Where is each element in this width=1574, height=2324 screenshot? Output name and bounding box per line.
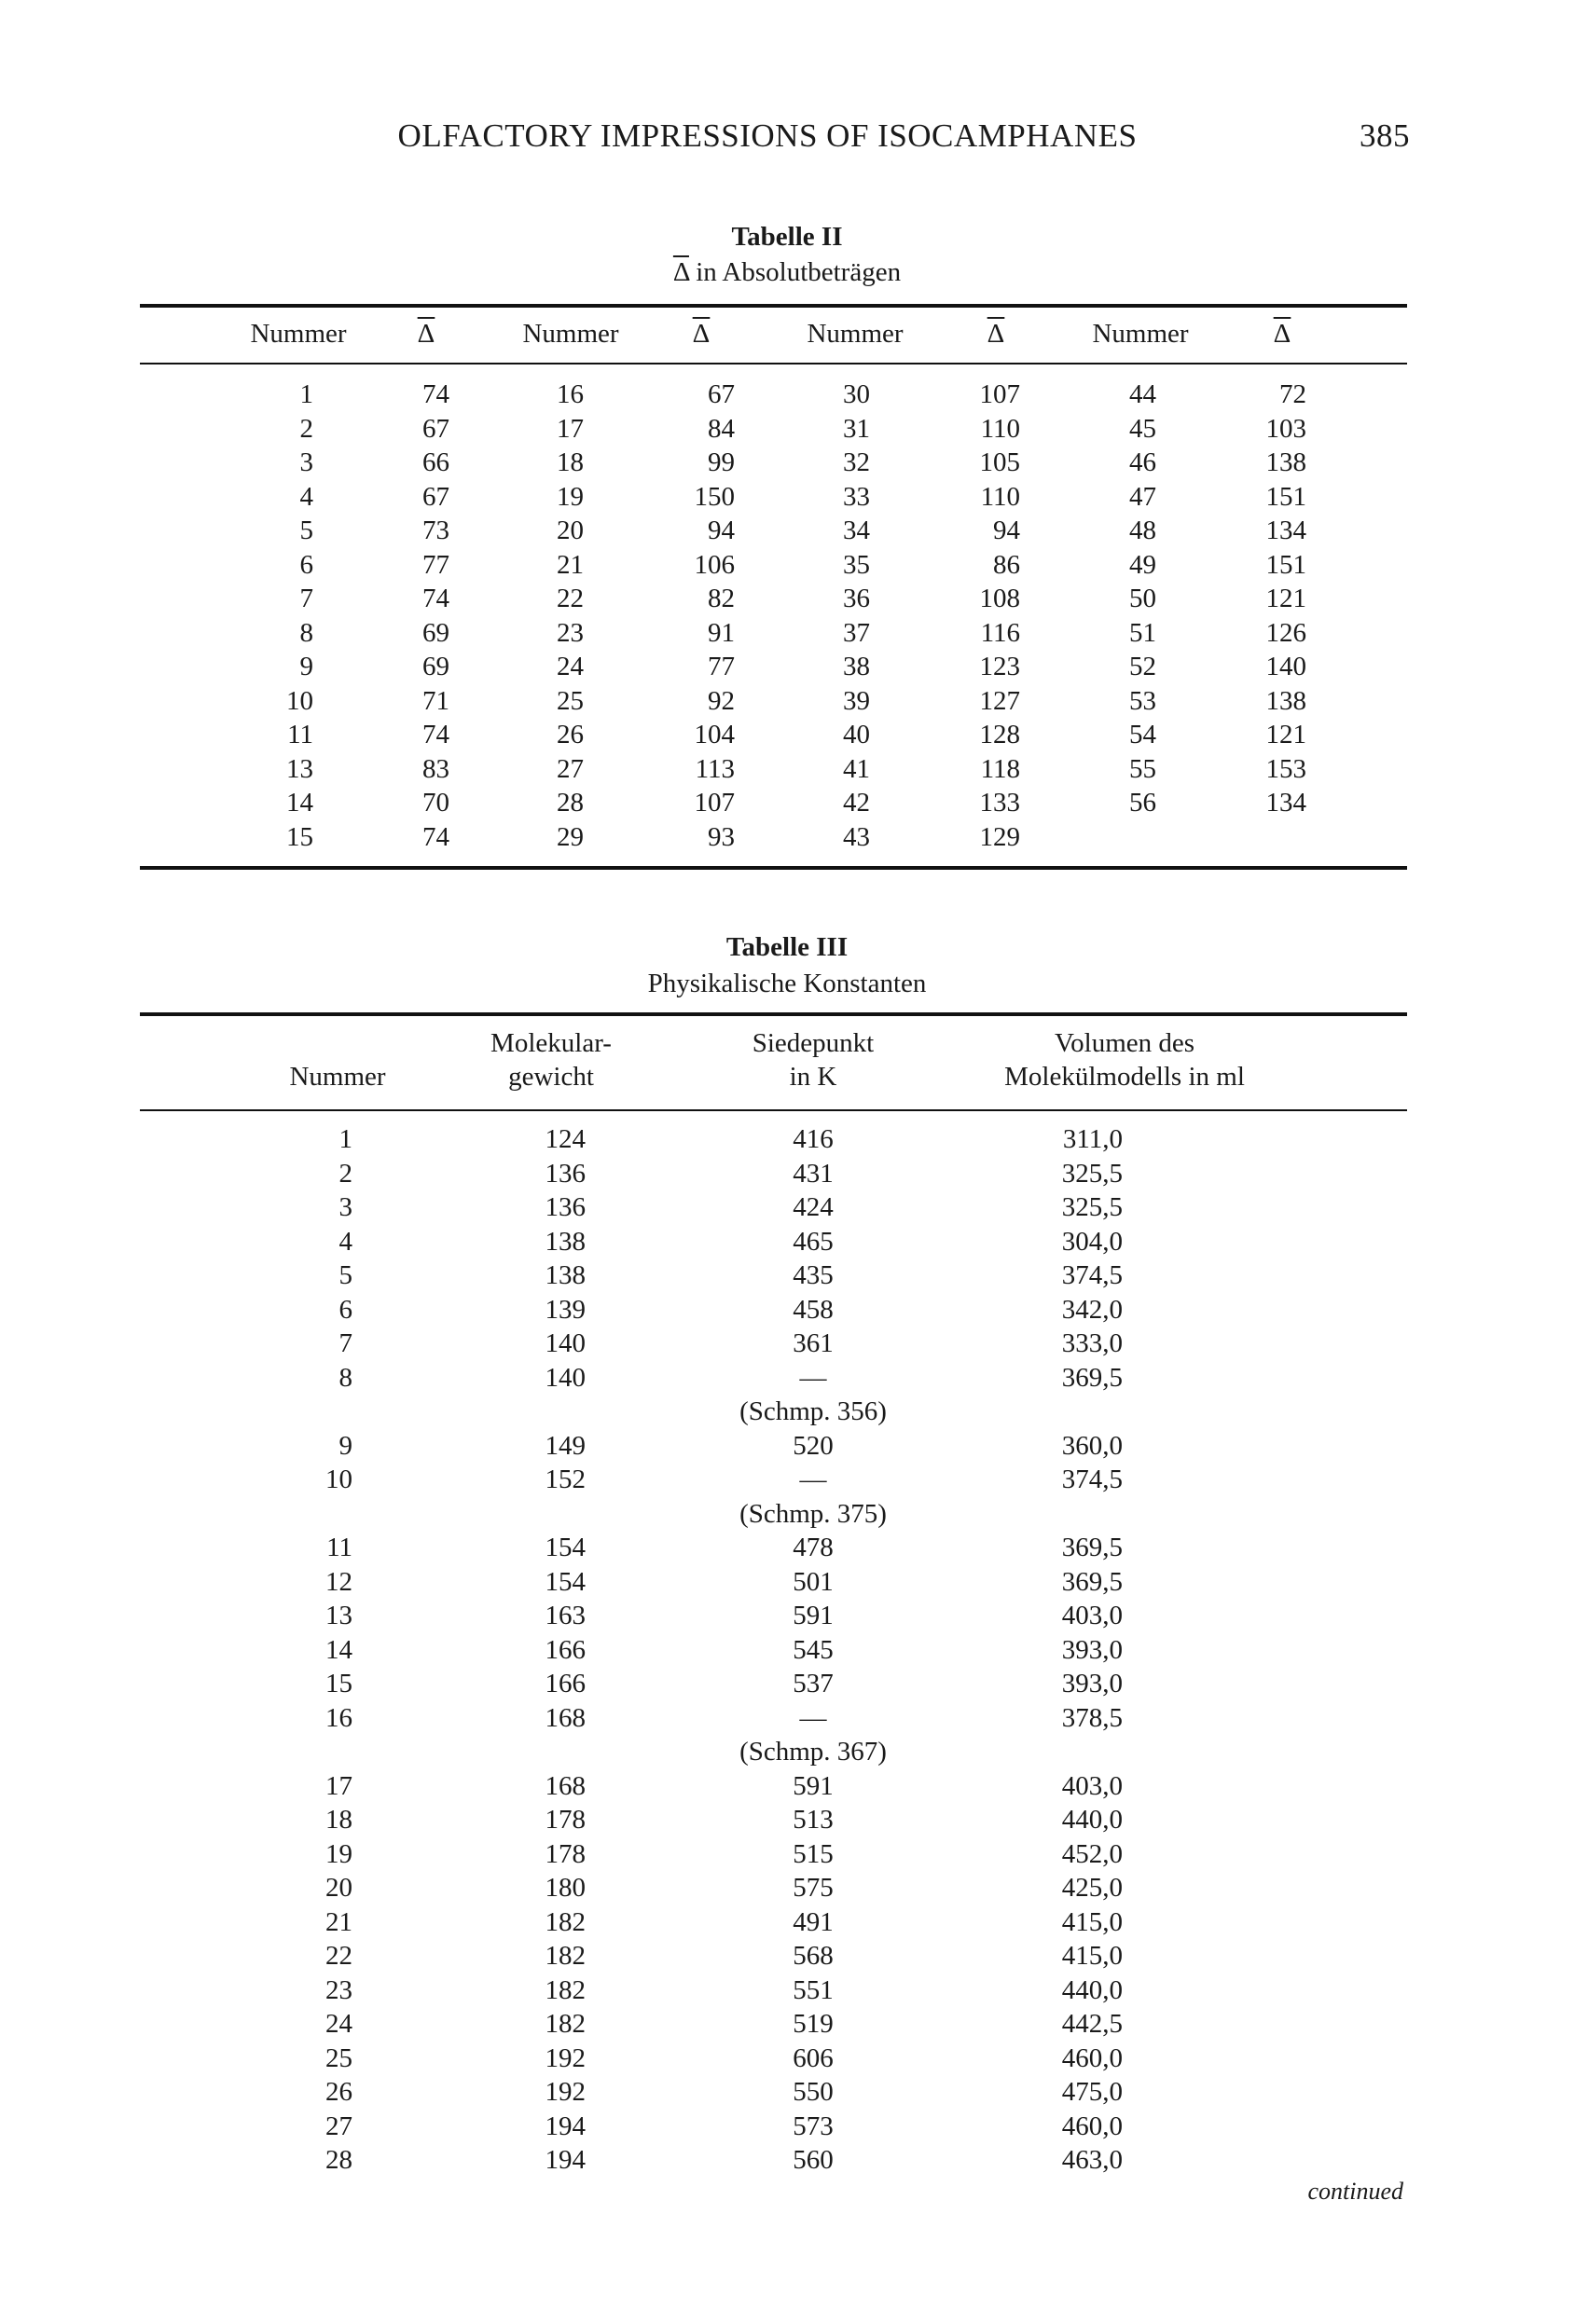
cell-volumen: 403,0 — [1061, 1770, 1123, 1801]
cell-delta: 69 — [422, 617, 449, 648]
running-title: OLFACTORY IMPRESSIONS OF ISOCAMPHANES — [397, 117, 1138, 154]
header-siedepunkt-2: in K — [789, 1062, 837, 1092]
cell-nummer: 15 — [325, 1669, 352, 1698]
cell-delta: 93 — [708, 821, 735, 852]
cell-delta: 67 — [708, 379, 735, 409]
cell-molekulargewicht: 124 — [545, 1124, 586, 1154]
cell-nummer: 31 — [843, 413, 870, 444]
cell-nummer: 34 — [843, 516, 870, 545]
cell-siedepunkt: 591 — [793, 1770, 834, 1801]
cell-nummer: 41 — [843, 753, 870, 784]
cell-molekulargewicht: 166 — [545, 1634, 586, 1665]
cell-molekulargewicht: 154 — [545, 1533, 586, 1562]
cell-nummer: 40 — [843, 720, 870, 749]
cell-delta: 74 — [422, 584, 449, 613]
table-2-top-rule — [140, 304, 1407, 308]
cell-molekulargewicht: 139 — [545, 1294, 586, 1325]
cell-siedepunkt: — — [799, 1702, 827, 1733]
cell-delta: 151 — [1265, 549, 1306, 580]
cell-nummer: 47 — [1129, 481, 1156, 512]
cell-molekulargewicht: 180 — [545, 1873, 586, 1903]
cell-nummer: 4 — [299, 481, 313, 512]
cell-nummer: 14 — [286, 788, 313, 818]
cell-volumen: 374,5 — [1061, 1260, 1123, 1290]
cell-delta: 83 — [422, 753, 449, 784]
cell-nummer: 5 — [338, 1260, 352, 1290]
cell-molekulargewicht: 140 — [545, 1362, 586, 1393]
cell-nummer: 35 — [843, 549, 870, 580]
cell-nummer: 52 — [1129, 652, 1156, 681]
cell-delta: 94 — [993, 516, 1020, 545]
cell-delta: 116 — [980, 617, 1020, 648]
cell-nummer: 20 — [557, 516, 584, 545]
cell-nummer: 26 — [325, 2077, 352, 2107]
header-molekulargewicht-2: gewicht — [508, 1062, 594, 1092]
cell-delta: 106 — [694, 549, 735, 580]
cell-molekulargewicht: 194 — [545, 2111, 586, 2141]
cell-schmelzpunkt-note: (Schmp. 367) — [739, 1737, 887, 1767]
table-2-bottom-rule — [140, 866, 1407, 870]
cell-siedepunkt: 545 — [793, 1634, 834, 1665]
cell-nummer: 23 — [325, 1974, 352, 2005]
cell-nummer: 20 — [325, 1873, 352, 1903]
column-header-nummer: Nummer — [522, 319, 619, 349]
cell-nummer: 24 — [557, 652, 584, 681]
cell-nummer: 16 — [325, 1702, 352, 1733]
table-2-subtitle — [0, 257, 1574, 288]
cell-delta: 134 — [1265, 516, 1306, 545]
cell-volumen: 440,0 — [1061, 1974, 1123, 2005]
cell-delta: 77 — [708, 652, 735, 681]
cell-volumen: 463,0 — [1061, 2145, 1123, 2175]
cell-volumen: 369,5 — [1061, 1566, 1123, 1597]
cell-nummer: 28 — [557, 788, 584, 818]
header-siedepunkt-1: Siedepunkt — [752, 1028, 875, 1058]
cell-molekulargewicht: 192 — [545, 2077, 586, 2107]
cell-nummer: 24 — [325, 2009, 352, 2039]
cell-volumen: 378,5 — [1061, 1702, 1123, 1733]
cell-nummer: 37 — [843, 617, 870, 648]
cell-volumen: 460,0 — [1061, 2042, 1123, 2073]
cell-volumen: 311,0 — [1062, 1124, 1123, 1154]
cell-nummer: 23 — [557, 617, 584, 648]
cell-siedepunkt: 520 — [793, 1430, 834, 1461]
cell-siedepunkt: 551 — [793, 1974, 834, 2005]
cell-nummer: 7 — [299, 584, 313, 613]
column-header-nummer: Nummer — [807, 319, 904, 349]
cell-nummer: 25 — [557, 685, 584, 716]
cell-nummer: 51 — [1129, 617, 1156, 648]
cell-molekulargewicht: 178 — [545, 1805, 586, 1835]
cell-delta: 73 — [422, 516, 449, 545]
cell-volumen: 393,0 — [1061, 1669, 1123, 1698]
cell-siedepunkt: 501 — [793, 1566, 834, 1597]
cell-nummer: 17 — [557, 413, 584, 444]
cell-nummer: 10 — [325, 1465, 352, 1494]
cell-molekulargewicht: 152 — [545, 1465, 586, 1494]
cell-molekulargewicht: 138 — [545, 1260, 586, 1290]
cell-delta: 82 — [708, 584, 735, 613]
cell-siedepunkt: 431 — [793, 1158, 834, 1189]
cell-nummer: 18 — [325, 1805, 352, 1835]
cell-nummer: 25 — [325, 2042, 352, 2073]
cell-siedepunkt: — — [799, 1362, 827, 1393]
cell-nummer: 6 — [338, 1294, 352, 1325]
cell-delta: 138 — [1265, 447, 1306, 477]
cell-nummer: 16 — [557, 379, 584, 409]
cell-volumen: 374,5 — [1061, 1465, 1123, 1494]
cell-nummer: 27 — [557, 753, 584, 784]
cell-molekulargewicht: 178 — [545, 1838, 586, 1869]
cell-siedepunkt: — — [799, 1465, 827, 1494]
header-volumen-2: Molekülmodells in ml — [1004, 1062, 1245, 1092]
cell-siedepunkt: 560 — [793, 2145, 834, 2175]
cell-delta: 67 — [422, 413, 449, 444]
cell-volumen: 369,5 — [1061, 1533, 1123, 1562]
column-header-nummer: Nummer — [1092, 319, 1189, 349]
cell-nummer: 18 — [557, 447, 584, 477]
cell-nummer: 3 — [299, 447, 313, 477]
cell-delta: 71 — [422, 685, 449, 716]
cell-nummer: 28 — [325, 2145, 352, 2175]
cell-volumen: 440,0 — [1061, 1805, 1123, 1835]
cell-siedepunkt: 573 — [793, 2111, 834, 2141]
cell-molekulargewicht: 182 — [545, 1941, 586, 1971]
cell-volumen: 452,0 — [1061, 1838, 1123, 1869]
cell-siedepunkt: 465 — [793, 1226, 834, 1257]
cell-nummer: 13 — [286, 753, 313, 784]
cell-molekulargewicht: 163 — [545, 1601, 586, 1630]
cell-nummer: 19 — [325, 1838, 352, 1869]
cell-nummer: 1 — [338, 1124, 352, 1154]
cell-delta: 74 — [422, 720, 449, 749]
cell-delta: 103 — [1265, 413, 1306, 444]
cell-nummer: 12 — [325, 1566, 352, 1597]
cell-nummer: 30 — [843, 379, 870, 409]
cell-nummer: 39 — [843, 685, 870, 716]
cell-molekulargewicht: 194 — [545, 2145, 586, 2175]
table-3-title: Tabelle III — [725, 932, 849, 962]
cell-delta: 123 — [979, 652, 1020, 681]
cell-molekulargewicht: 168 — [545, 1702, 586, 1733]
cell-nummer: 11 — [326, 1533, 352, 1562]
cell-nummer: 53 — [1129, 685, 1156, 716]
cell-nummer: 3 — [338, 1192, 352, 1222]
cell-nummer: 48 — [1129, 516, 1156, 545]
cell-nummer: 15 — [286, 821, 313, 852]
cell-delta: 107 — [694, 788, 735, 818]
cell-delta: 134 — [1265, 788, 1306, 818]
cell-delta: 128 — [979, 720, 1020, 749]
column-header-delta: $\overline{\Delta}$ — [1273, 319, 1291, 349]
cell-nummer: 49 — [1129, 549, 1156, 580]
cell-volumen: 333,0 — [1061, 1328, 1123, 1358]
table-2-title: Tabelle II — [731, 222, 843, 252]
cell-delta: 121 — [1265, 584, 1306, 613]
cell-volumen: 415,0 — [1061, 1906, 1123, 1937]
cell-delta: 91 — [708, 617, 735, 648]
cell-nummer: 27 — [325, 2111, 352, 2141]
cell-delta: 127 — [979, 685, 1020, 716]
cell-volumen: 403,0 — [1061, 1601, 1123, 1630]
cell-molekulargewicht: 140 — [545, 1328, 586, 1358]
cell-delta: 74 — [422, 821, 449, 852]
cell-delta: 104 — [694, 720, 735, 749]
cell-delta: 151 — [1265, 481, 1306, 512]
cell-nummer: 21 — [325, 1906, 352, 1937]
cell-delta: 84 — [708, 413, 735, 444]
cell-nummer: 42 — [843, 788, 870, 818]
cell-nummer: 29 — [557, 821, 584, 852]
cell-delta: 110 — [980, 481, 1020, 512]
cell-delta: 121 — [1265, 720, 1306, 749]
cell-nummer: 2 — [299, 413, 313, 444]
cell-nummer: 2 — [338, 1158, 352, 1189]
cell-volumen: 369,5 — [1061, 1362, 1123, 1393]
cell-nummer: 22 — [325, 1941, 352, 1971]
cell-nummer: 43 — [843, 821, 870, 852]
cell-delta: 108 — [979, 584, 1020, 613]
cell-molekulargewicht: 136 — [545, 1158, 586, 1189]
cell-delta: 138 — [1265, 685, 1306, 716]
cell-volumen: 442,5 — [1061, 2009, 1123, 2039]
cell-siedepunkt: 606 — [793, 2042, 834, 2073]
cell-volumen: 342,0 — [1061, 1294, 1123, 1325]
table-2-subtitle-text: in Absolutbeträgen — [696, 257, 902, 287]
cell-siedepunkt: 591 — [793, 1601, 834, 1630]
column-header-nummer: Nummer — [250, 319, 347, 349]
cell-delta: 70 — [422, 788, 449, 818]
cell-volumen: 460,0 — [1061, 2111, 1123, 2141]
cell-delta: 105 — [979, 447, 1020, 477]
cell-delta: 99 — [708, 447, 735, 477]
cell-nummer: 9 — [299, 652, 313, 681]
cell-nummer: 38 — [843, 652, 870, 681]
cell-delta: 129 — [979, 821, 1020, 852]
cell-delta: 69 — [422, 652, 449, 681]
cell-nummer: 8 — [338, 1362, 352, 1393]
cell-delta: 140 — [1265, 652, 1306, 681]
cell-delta: 107 — [979, 379, 1020, 409]
cell-siedepunkt: 424 — [793, 1192, 834, 1222]
cell-molekulargewicht: 182 — [545, 1906, 586, 1937]
cell-molekulargewicht: 166 — [545, 1669, 586, 1698]
cell-nummer: 8 — [299, 617, 313, 648]
cell-nummer: 13 — [325, 1601, 352, 1630]
cell-schmelzpunkt-note: (Schmp. 356) — [739, 1396, 887, 1426]
cell-nummer: 5 — [299, 516, 313, 545]
cell-delta: 113 — [695, 753, 735, 784]
header-molekulargewicht-1: Molekular- — [490, 1028, 612, 1058]
cell-molekulargewicht: 182 — [545, 2009, 586, 2039]
cell-nummer: 56 — [1129, 788, 1156, 818]
cell-delta: 66 — [422, 447, 449, 477]
cell-delta: 94 — [708, 516, 735, 545]
cell-nummer: 7 — [338, 1328, 352, 1358]
cell-siedepunkt: 416 — [793, 1124, 834, 1154]
cell-nummer: 26 — [557, 720, 584, 749]
cell-siedepunkt: 458 — [793, 1294, 834, 1325]
cell-nummer: 19 — [557, 481, 584, 512]
cell-nummer: 33 — [843, 481, 870, 512]
cell-delta: 110 — [980, 413, 1020, 444]
cell-delta: 126 — [1265, 617, 1306, 648]
cell-siedepunkt: 568 — [793, 1941, 834, 1971]
cell-schmelzpunkt-note: (Schmp. 375) — [739, 1498, 887, 1529]
cell-siedepunkt: 519 — [793, 2009, 834, 2039]
table-3-top-rule — [140, 1012, 1407, 1016]
cell-molekulargewicht: 154 — [545, 1566, 586, 1597]
cell-nummer: 54 — [1129, 720, 1156, 749]
cell-volumen: 325,5 — [1061, 1192, 1123, 1222]
cell-nummer: 1 — [299, 379, 313, 409]
cell-nummer: 10 — [286, 685, 313, 716]
table-2-header-rule — [140, 363, 1407, 364]
column-header-delta: $\overline{\Delta}$ — [417, 319, 435, 349]
cell-volumen: 325,5 — [1061, 1158, 1123, 1189]
cell-nummer: 50 — [1129, 584, 1156, 613]
header-nummer: Nummer — [289, 1062, 386, 1092]
cell-delta: 150 — [694, 481, 735, 512]
cell-volumen: 304,0 — [1061, 1226, 1123, 1257]
cell-siedepunkt: 575 — [793, 1873, 834, 1903]
cell-siedepunkt: 361 — [793, 1328, 834, 1358]
cell-nummer: 44 — [1129, 379, 1156, 409]
cell-nummer: 32 — [843, 447, 870, 477]
cell-molekulargewicht: 136 — [545, 1192, 586, 1222]
cell-molekulargewicht: 168 — [545, 1770, 586, 1801]
cell-siedepunkt: 515 — [793, 1838, 834, 1869]
cell-volumen: 393,0 — [1061, 1634, 1123, 1665]
delta-symbol: $\overline{\Delta}$ — [672, 257, 689, 287]
cell-delta: 74 — [422, 379, 449, 409]
cell-molekulargewicht: 149 — [545, 1430, 586, 1461]
page-number: 385 — [1360, 117, 1410, 154]
cell-nummer: 11 — [287, 720, 313, 749]
cell-nummer: 21 — [557, 549, 584, 580]
cell-nummer: 36 — [843, 584, 870, 613]
column-header-delta: $\overline{\Delta}$ — [987, 319, 1005, 349]
cell-nummer: 6 — [299, 549, 313, 580]
cell-volumen: 475,0 — [1061, 2077, 1123, 2107]
cell-nummer: 4 — [338, 1226, 352, 1257]
cell-siedepunkt: 550 — [793, 2077, 834, 2107]
cell-siedepunkt: 435 — [793, 1260, 834, 1290]
cell-delta: 72 — [1279, 379, 1306, 409]
cell-siedepunkt: 537 — [793, 1669, 834, 1698]
cell-delta: 133 — [979, 788, 1020, 818]
cell-molekulargewicht: 182 — [545, 1974, 586, 2005]
cell-delta: 92 — [708, 685, 735, 716]
cell-siedepunkt: 513 — [793, 1805, 834, 1835]
cell-nummer: 14 — [325, 1634, 352, 1665]
header-volumen-1: Volumen des — [1054, 1028, 1195, 1058]
cell-delta: 67 — [422, 481, 449, 512]
cell-siedepunkt: 491 — [793, 1906, 834, 1937]
cell-molekulargewicht: 192 — [545, 2042, 586, 2073]
cell-nummer: 17 — [325, 1770, 352, 1801]
cell-delta: 118 — [980, 753, 1020, 784]
cell-volumen: 415,0 — [1061, 1941, 1123, 1971]
cell-nummer: 9 — [338, 1430, 352, 1461]
cell-nummer: 46 — [1129, 447, 1156, 477]
cell-delta: 86 — [993, 549, 1020, 580]
table-3-subtitle: Physikalische Konstanten — [647, 969, 927, 998]
column-header-delta: $\overline{\Delta}$ — [692, 319, 711, 349]
table-3-header-rule — [140, 1109, 1407, 1111]
cell-volumen: 360,0 — [1061, 1430, 1123, 1461]
cell-delta: 77 — [422, 549, 449, 580]
cell-siedepunkt: 478 — [793, 1533, 834, 1562]
cell-nummer: 55 — [1129, 753, 1156, 784]
cell-nummer: 45 — [1129, 413, 1156, 444]
cell-volumen: 425,0 — [1061, 1873, 1123, 1903]
continued-note: continued — [1307, 2178, 1403, 2205]
cell-nummer: 22 — [557, 584, 584, 613]
cell-delta: 153 — [1265, 753, 1306, 784]
cell-molekulargewicht: 138 — [545, 1226, 586, 1257]
